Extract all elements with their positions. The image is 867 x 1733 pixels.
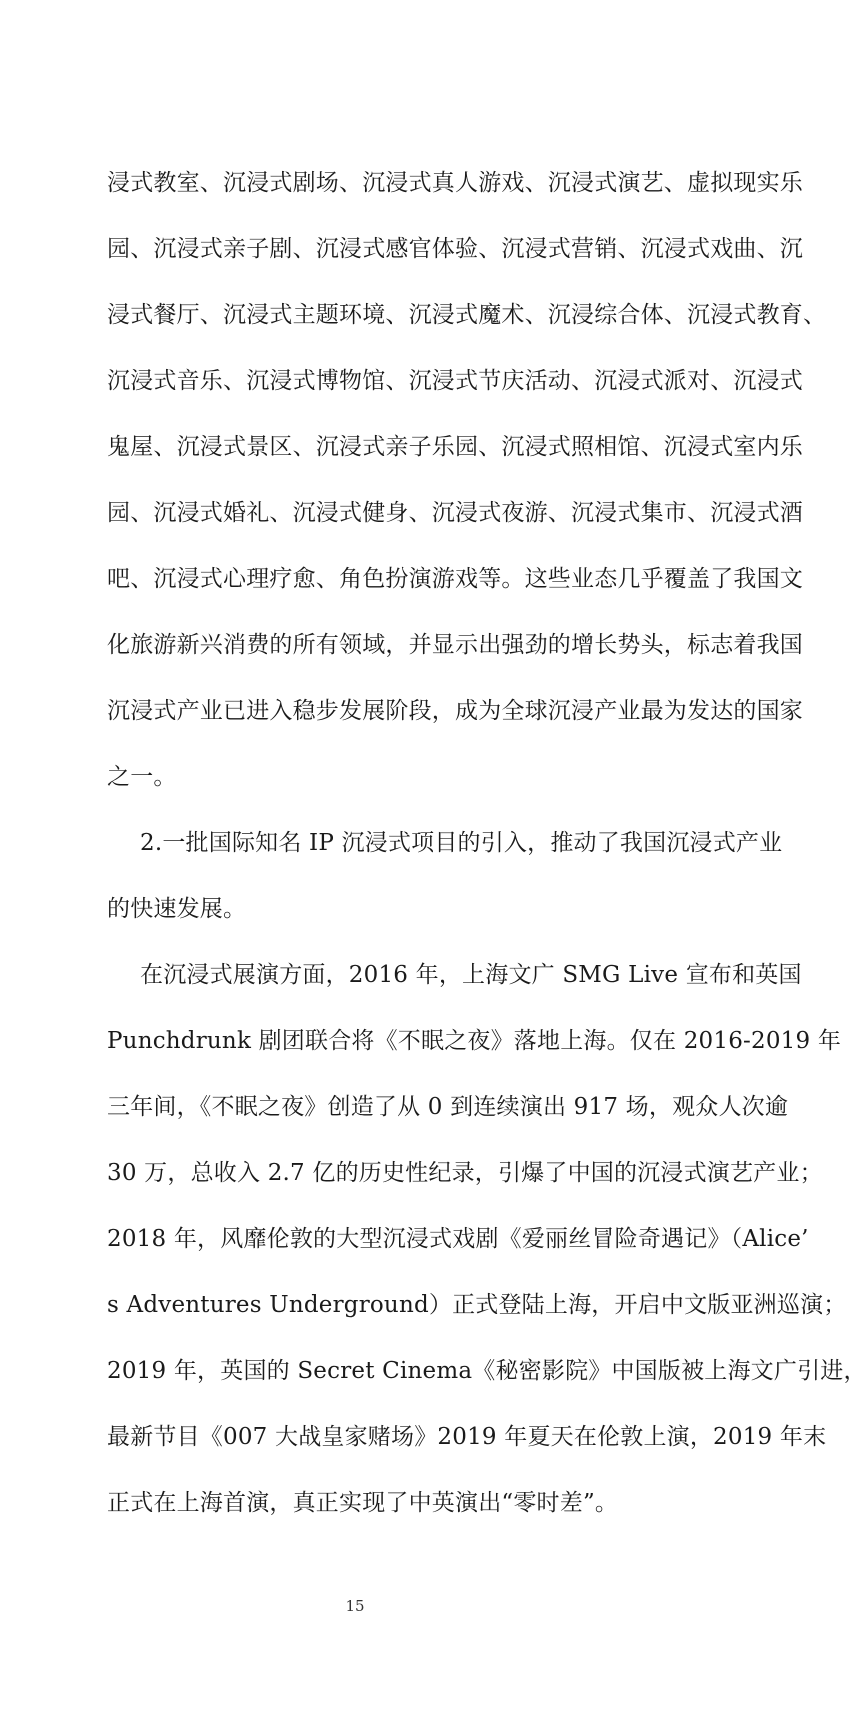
- text-line: 沉浸式产业已进入稳步发展阶段，成为全球沉浸产业最为发达的国家: [107, 698, 803, 724]
- text-line: 沉浸式音乐、沉浸式博物馆、沉浸式节庆活动、沉浸式派对、沉浸式: [107, 368, 803, 394]
- text-line: 2.一批国际知名 IP 沉浸式项目的引入，推动了我国沉浸式产业: [140, 830, 783, 856]
- text-line: 吧、沉浸式心理疗愈、角色扮演游戏等。这些业态几乎覆盖了我国文: [107, 566, 803, 592]
- text-line: 化旅游新兴消费的所有领域，并显示出强劲的增长势头，标志着我国: [107, 632, 803, 658]
- text-line: 园、沉浸式婚礼、沉浸式健身、沉浸式夜游、沉浸式集市、沉浸式酒: [107, 500, 803, 526]
- document-body: [107, 150, 867, 1536]
- text-line: 的快速发展。: [107, 896, 247, 922]
- text-line: 园、沉浸式亲子剧、沉浸式感官体验、沉浸式营销、沉浸式戏曲、沉: [107, 236, 803, 262]
- text-line: 2019 年，英国的 Secret Cinema《秘密影院》中国版被上海文广引进，: [107, 1358, 867, 1384]
- text-line: 2018 年，风靡伦敦的大型沉浸式戏剧《爱丽丝冒险奇遇记》（Alice’: [107, 1226, 809, 1252]
- text-line: 三年间，《不眠之夜》创造了从 0 到连续演出 917 场，观众人次逾: [107, 1094, 789, 1120]
- text-line: Punchdrunk 剧团联合将《不眠之夜》落地上海。仅在 2016-2019 年: [107, 1028, 842, 1054]
- text-line: 30 万，总收入 2.7 亿的历史性纪录，引爆了中国的沉浸式演艺产业；: [107, 1160, 823, 1186]
- text-line: 在沉浸式展演方面，2016 年，上海文广 SMG Live 宣布和英国: [140, 962, 802, 988]
- text-line: 鬼屋、沉浸式景区、沉浸式亲子乐园、沉浸式照相馆、沉浸式室内乐: [107, 434, 803, 460]
- text-line: 正式在上海首演，真正实现了中英演出“零时差”。: [107, 1490, 619, 1516]
- text-line: 浸式教室、沉浸式剧场、沉浸式真人游戏、沉浸式演艺、虚拟现实乐: [107, 170, 803, 196]
- page-number: 15: [345, 1597, 365, 1615]
- text-line: 最新节目《007 大战皇家赌场》2019 年夏天在伦敦上演，2019 年末: [107, 1424, 827, 1450]
- paragraph-3: [107, 942, 867, 1536]
- text-line: 浸式餐厅、沉浸式主题环境、沉浸式魔术、沉浸综合体、沉浸式教育、: [107, 302, 827, 328]
- text-line: s Adventures Underground）正式登陆上海，开启中文版亚洲巡演；: [107, 1292, 847, 1318]
- paragraph-1: [107, 150, 827, 810]
- text-line: 之一。: [107, 764, 177, 790]
- paragraph-2: [107, 810, 783, 942]
